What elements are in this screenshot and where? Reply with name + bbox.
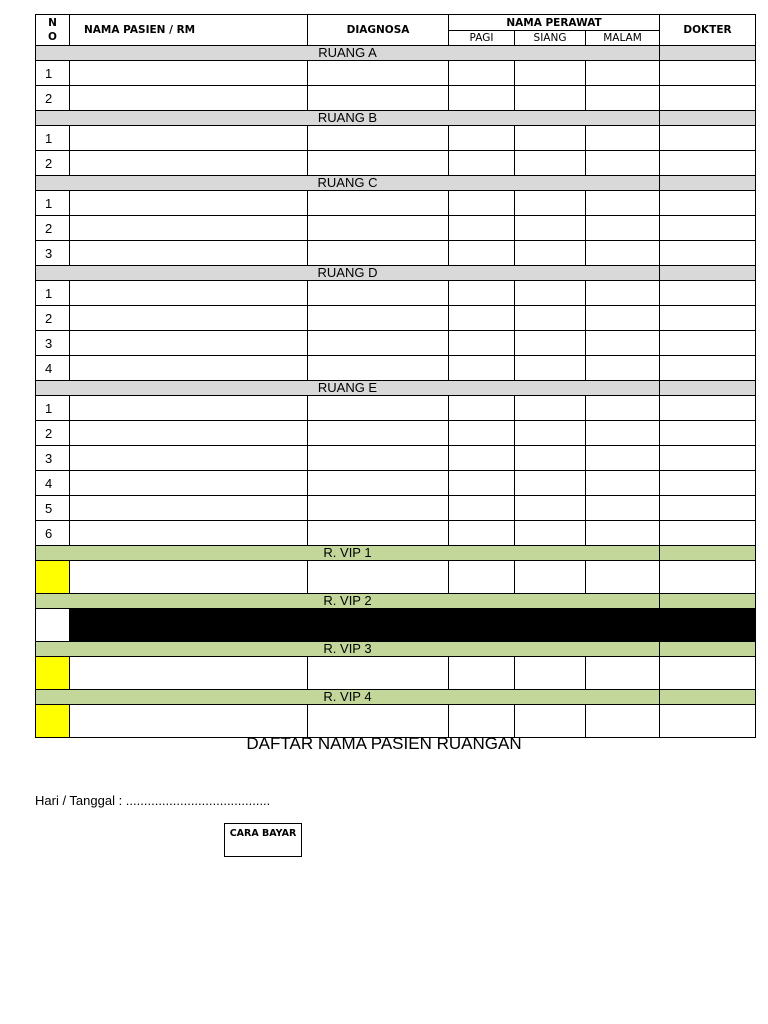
- nurse-pagi-cell[interactable]: [449, 396, 515, 421]
- section-dokter-cell: [660, 642, 756, 657]
- nurse-malam-cell[interactable]: [586, 561, 660, 594]
- nurse-malam-cell[interactable]: [586, 306, 660, 331]
- nurse-pagi-cell[interactable]: [449, 561, 515, 594]
- row-no: [36, 561, 70, 594]
- doctor-cell[interactable]: [660, 331, 756, 356]
- patient-name-cell[interactable]: [70, 306, 308, 331]
- room-section-header: [36, 176, 756, 191]
- nurse-malam-cell[interactable]: [586, 471, 660, 496]
- table-row: [36, 521, 756, 546]
- row-no: 2: [36, 151, 70, 176]
- row-no: 1: [36, 281, 70, 306]
- nurse-malam-cell[interactable]: [586, 241, 660, 266]
- section-label: RUANG A: [36, 46, 660, 61]
- doctor-cell[interactable]: [660, 396, 756, 421]
- column-header-pagi: PAGI: [449, 31, 515, 46]
- nurse-siang-cell[interactable]: [515, 241, 586, 266]
- row-no: [36, 657, 70, 690]
- doctor-cell[interactable]: [660, 61, 756, 86]
- diagnosis-cell[interactable]: [308, 705, 449, 738]
- section-dokter-cell: [660, 111, 756, 126]
- column-header-dokter: DOKTER: [660, 15, 756, 46]
- nurse-siang-cell[interactable]: [515, 356, 586, 381]
- nurse-pagi-cell[interactable]: [449, 446, 515, 471]
- diagnosis-cell[interactable]: [308, 521, 449, 546]
- row-no: 1: [36, 191, 70, 216]
- column-header-malam: MALAM: [586, 31, 660, 46]
- diagnosis-cell[interactable]: [308, 446, 449, 471]
- nurse-siang-cell[interactable]: [515, 471, 586, 496]
- diagnosis-cell[interactable]: [308, 561, 449, 594]
- section-dokter-cell: [660, 594, 756, 609]
- row-no: 1: [36, 396, 70, 421]
- nurse-pagi-cell[interactable]: [449, 496, 515, 521]
- diagnosis-cell[interactable]: [308, 496, 449, 521]
- nurse-siang-cell[interactable]: [515, 396, 586, 421]
- row-no: 2: [36, 421, 70, 446]
- patient-table: [35, 14, 756, 738]
- doctor-cell[interactable]: [660, 446, 756, 471]
- nurse-pagi-cell[interactable]: [449, 216, 515, 241]
- patient-name-cell[interactable]: [70, 331, 308, 356]
- patient-name-cell[interactable]: [70, 561, 308, 594]
- patient-name-cell[interactable]: [70, 657, 308, 690]
- doctor-cell[interactable]: [660, 561, 756, 594]
- patient-name-cell[interactable]: [70, 471, 308, 496]
- redacted-bar: [70, 609, 756, 642]
- nurse-pagi-cell[interactable]: [449, 521, 515, 546]
- date-field: Hari / Tanggal : ........................................: [35, 793, 271, 808]
- section-label: RUANG E: [36, 381, 660, 396]
- patient-name-cell[interactable]: [70, 521, 308, 546]
- table-row: [36, 496, 756, 521]
- doctor-cell[interactable]: [660, 86, 756, 111]
- diagnosis-cell[interactable]: [308, 61, 449, 86]
- patient-name-cell[interactable]: [70, 421, 308, 446]
- patient-name-cell[interactable]: [70, 61, 308, 86]
- diagnosis-cell[interactable]: [308, 151, 449, 176]
- nurse-siang-cell[interactable]: [515, 281, 586, 306]
- table-row: [36, 281, 756, 306]
- section-label: R. VIP 4: [36, 690, 660, 705]
- nurse-siang-cell[interactable]: [515, 126, 586, 151]
- section-dokter-cell: [660, 176, 756, 191]
- nurse-siang-cell[interactable]: [515, 306, 586, 331]
- room-section-header: [36, 381, 756, 396]
- diagnosis-cell[interactable]: [308, 396, 449, 421]
- table-row: [36, 61, 756, 86]
- nurse-siang-cell[interactable]: [515, 705, 586, 738]
- section-label: R. VIP 3: [36, 642, 660, 657]
- doctor-cell[interactable]: [660, 126, 756, 151]
- section-label: R. VIP 2: [36, 594, 660, 609]
- nurse-malam-cell[interactable]: [586, 396, 660, 421]
- section-dokter-cell: [660, 46, 756, 61]
- nurse-siang-cell[interactable]: [515, 331, 586, 356]
- doctor-cell[interactable]: [660, 306, 756, 331]
- column-header-no: N O: [36, 15, 70, 46]
- table-row: [36, 356, 756, 381]
- patient-name-cell[interactable]: [70, 126, 308, 151]
- row-no: 4: [36, 471, 70, 496]
- nurse-pagi-cell[interactable]: [449, 86, 515, 111]
- nurse-siang-cell[interactable]: [515, 216, 586, 241]
- doctor-cell[interactable]: [660, 657, 756, 690]
- column-header-nama-pasien: NAMA PASIEN / RM: [70, 15, 308, 46]
- nurse-malam-cell[interactable]: [586, 216, 660, 241]
- diagnosis-cell[interactable]: [308, 471, 449, 496]
- section-label: RUANG C: [36, 176, 660, 191]
- diagnosis-cell[interactable]: [308, 281, 449, 306]
- diagnosis-cell[interactable]: [308, 657, 449, 690]
- nurse-malam-cell[interactable]: [586, 421, 660, 446]
- nurse-malam-cell[interactable]: [586, 126, 660, 151]
- nurse-siang-cell[interactable]: [515, 446, 586, 471]
- patient-name-cell[interactable]: [70, 446, 308, 471]
- nurse-malam-cell[interactable]: [586, 705, 660, 738]
- row-no: 3: [36, 241, 70, 266]
- nurse-siang-cell[interactable]: [515, 521, 586, 546]
- nurse-malam-cell[interactable]: [586, 657, 660, 690]
- diagnosis-cell[interactable]: [308, 421, 449, 446]
- nurse-pagi-cell[interactable]: [449, 191, 515, 216]
- table-row: [36, 216, 756, 241]
- payment-method-box: CARA BAYAR: [224, 823, 302, 857]
- diagnosis-cell[interactable]: [308, 241, 449, 266]
- row-no: 2: [36, 216, 70, 241]
- section-label: RUANG D: [36, 266, 660, 281]
- diagnosis-cell[interactable]: [308, 126, 449, 151]
- nurse-pagi-cell[interactable]: [449, 241, 515, 266]
- room-section-header: [36, 46, 756, 61]
- nurse-malam-cell[interactable]: [586, 331, 660, 356]
- row-no: 2: [36, 306, 70, 331]
- vip-section-header: [36, 642, 756, 657]
- diagnosis-cell[interactable]: [308, 331, 449, 356]
- nurse-pagi-cell[interactable]: [449, 331, 515, 356]
- table-row: [36, 191, 756, 216]
- diagnosis-cell[interactable]: [308, 356, 449, 381]
- table-row: [36, 471, 756, 496]
- patient-name-cell[interactable]: [70, 496, 308, 521]
- nurse-siang-cell[interactable]: [515, 151, 586, 176]
- nurse-pagi-cell[interactable]: [449, 705, 515, 738]
- row-no: 1: [36, 61, 70, 86]
- nurse-siang-cell[interactable]: [515, 191, 586, 216]
- diagnosis-cell[interactable]: [308, 191, 449, 216]
- patient-name-cell[interactable]: [70, 151, 308, 176]
- column-header-nama-perawat: NAMA PERAWAT: [449, 15, 660, 31]
- nurse-siang-cell[interactable]: [515, 496, 586, 521]
- row-no: 5: [36, 496, 70, 521]
- nurse-malam-cell[interactable]: [586, 86, 660, 111]
- room-section-header: [36, 111, 756, 126]
- table-row: [36, 609, 756, 642]
- diagnosis-cell[interactable]: [308, 86, 449, 111]
- doctor-cell[interactable]: [660, 496, 756, 521]
- doctor-cell[interactable]: [660, 216, 756, 241]
- nurse-pagi-cell[interactable]: [449, 306, 515, 331]
- patient-name-cell[interactable]: [70, 241, 308, 266]
- nurse-malam-cell[interactable]: [586, 521, 660, 546]
- patient-name-cell[interactable]: [70, 396, 308, 421]
- section-label: R. VIP 1: [36, 546, 660, 561]
- patient-name-cell[interactable]: [70, 86, 308, 111]
- doctor-cell[interactable]: [660, 151, 756, 176]
- nurse-pagi-cell[interactable]: [449, 151, 515, 176]
- table-row: [36, 86, 756, 111]
- nurse-pagi-cell[interactable]: [449, 281, 515, 306]
- nurse-malam-cell[interactable]: [586, 496, 660, 521]
- nurse-pagi-cell[interactable]: [449, 421, 515, 446]
- table-row: [36, 241, 756, 266]
- row-no: 6: [36, 521, 70, 546]
- doctor-cell[interactable]: [660, 705, 756, 738]
- doctor-cell[interactable]: [660, 421, 756, 446]
- section-dokter-cell: [660, 266, 756, 281]
- nurse-malam-cell[interactable]: [586, 191, 660, 216]
- patient-name-cell[interactable]: [70, 705, 308, 738]
- table-row: [36, 705, 756, 738]
- table-row: [36, 396, 756, 421]
- nurse-malam-cell[interactable]: [586, 61, 660, 86]
- page-title: DAFTAR NAMA PASIEN RUANGAN: [246, 734, 522, 753]
- nurse-pagi-cell[interactable]: [449, 61, 515, 86]
- row-no: 3: [36, 331, 70, 356]
- nurse-pagi-cell[interactable]: [449, 126, 515, 151]
- nurse-siang-cell[interactable]: [515, 657, 586, 690]
- table-row: [36, 421, 756, 446]
- section-label: RUANG B: [36, 111, 660, 126]
- table-row: [36, 657, 756, 690]
- doctor-cell[interactable]: [660, 521, 756, 546]
- nurse-malam-cell[interactable]: [586, 446, 660, 471]
- patient-name-cell[interactable]: [70, 281, 308, 306]
- nurse-malam-cell[interactable]: [586, 281, 660, 306]
- doctor-cell[interactable]: [660, 281, 756, 306]
- row-no: [36, 705, 70, 738]
- section-dokter-cell: [660, 546, 756, 561]
- nurse-siang-cell[interactable]: [515, 421, 586, 446]
- vip-section-header: [36, 546, 756, 561]
- room-section-header: [36, 266, 756, 281]
- row-no: [36, 609, 70, 642]
- nurse-siang-cell[interactable]: [515, 61, 586, 86]
- column-header-siang: SIANG: [515, 31, 586, 46]
- vip-section-header: [36, 690, 756, 705]
- diagnosis-cell[interactable]: [308, 216, 449, 241]
- diagnosis-cell[interactable]: [308, 306, 449, 331]
- row-no: 2: [36, 86, 70, 111]
- row-no: 3: [36, 446, 70, 471]
- section-dokter-cell: [660, 690, 756, 705]
- table-row: [36, 446, 756, 471]
- column-header-diagnosa: DIAGNOSA: [308, 15, 449, 46]
- table-row: [36, 126, 756, 151]
- row-no: 4: [36, 356, 70, 381]
- table-row: [36, 306, 756, 331]
- patient-name-cell[interactable]: [70, 356, 308, 381]
- nurse-pagi-cell[interactable]: [449, 471, 515, 496]
- table-row: [36, 151, 756, 176]
- patient-name-cell[interactable]: [70, 191, 308, 216]
- doctor-cell[interactable]: [660, 471, 756, 496]
- nurse-siang-cell[interactable]: [515, 561, 586, 594]
- nurse-siang-cell[interactable]: [515, 86, 586, 111]
- nurse-pagi-cell[interactable]: [449, 657, 515, 690]
- nurse-malam-cell[interactable]: [586, 356, 660, 381]
- table-row: [36, 331, 756, 356]
- nurse-malam-cell[interactable]: [586, 151, 660, 176]
- section-dokter-cell: [660, 381, 756, 396]
- patient-name-cell[interactable]: [70, 216, 308, 241]
- doctor-cell[interactable]: [660, 356, 756, 381]
- row-no: 1: [36, 126, 70, 151]
- table-row: [36, 561, 756, 594]
- vip-section-header: [36, 594, 756, 609]
- doctor-cell[interactable]: [660, 241, 756, 266]
- doctor-cell[interactable]: [660, 191, 756, 216]
- nurse-pagi-cell[interactable]: [449, 356, 515, 381]
